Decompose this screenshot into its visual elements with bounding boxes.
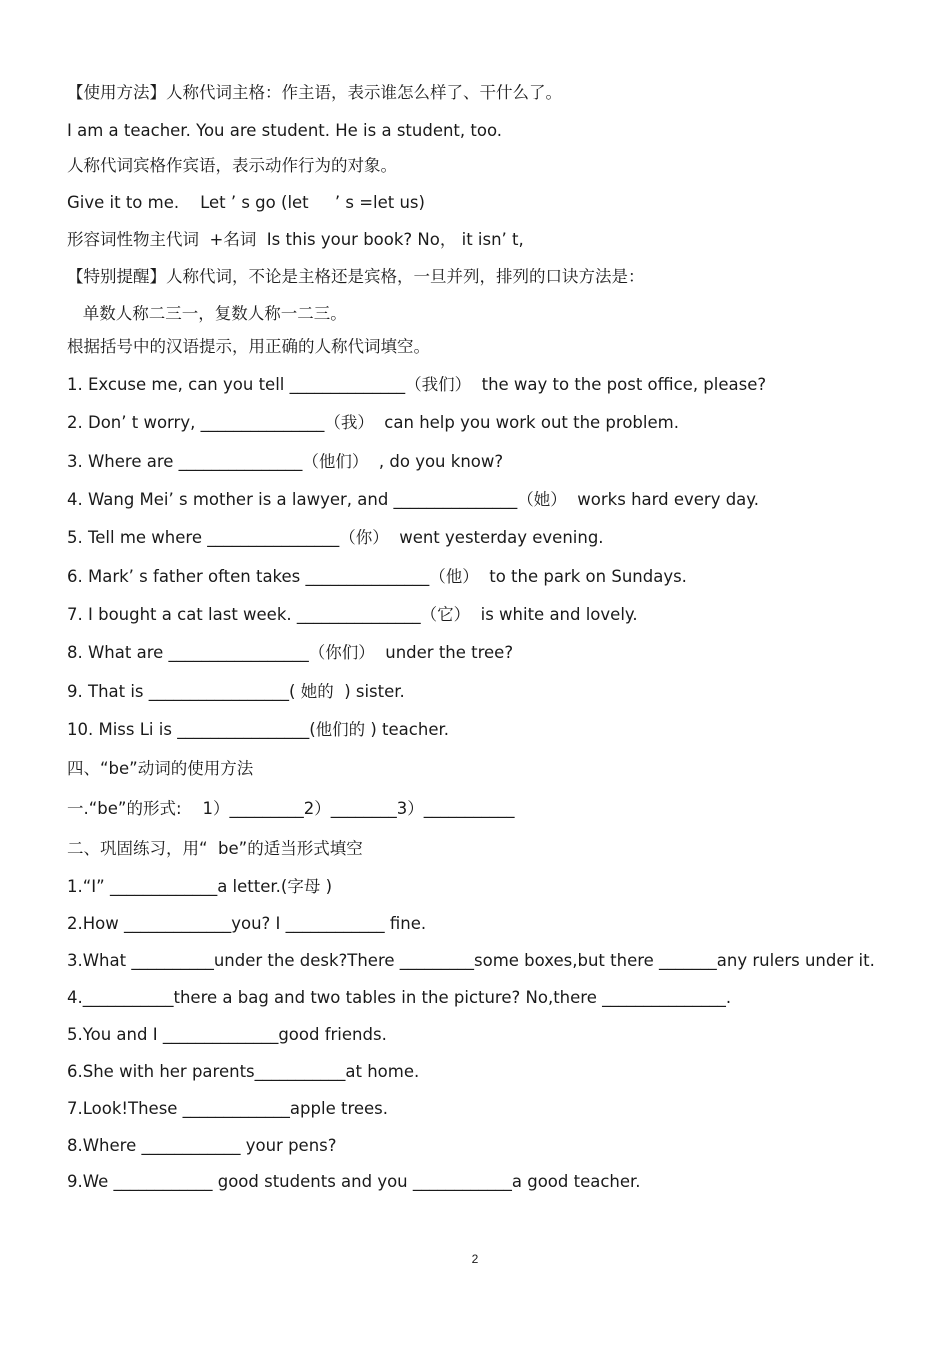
question-10: 10. Miss Li is ________________(他们的 ) teacher. xyxy=(67,720,449,739)
be-question-2: 2.How _____________you? I ____________ fine. xyxy=(67,914,427,933)
usage-note-subject: 【使用方法】人称代词主格：作主语，表示谁怎么样了、干什么了。 xyxy=(67,83,562,102)
section-heading-be: 四、“be”动词的使用方法 xyxy=(67,759,254,778)
be-question-3: 3.What __________under the desk?There _________some boxes,but there _______any rulers under it. xyxy=(67,951,875,970)
be-question-5: 5.You and I ______________good friends. xyxy=(67,1025,387,1044)
question-6: 6. Mark’ s father often takes _______________（他） to the park on Sundays. xyxy=(67,567,687,586)
be-question-7: 7.Look!These _____________apple trees. xyxy=(67,1099,389,1118)
be-question-1: 1.“I” _____________a letter.(字母 ) xyxy=(67,877,333,896)
be-question-9: 9.We ____________ good students and you ____________a good teacher. xyxy=(67,1172,641,1191)
question-8: 8. What are _________________（你们） under the tree? xyxy=(67,643,514,662)
question-4: 4. Wang Mei’ s mother is a lawyer, and _______________（她） works hard every day. xyxy=(67,490,759,509)
be-question-6: 6.She with her parents___________at home. xyxy=(67,1062,420,1081)
example-sentence-1: I am a teacher. You are student. He is a student, too. xyxy=(67,121,503,140)
usage-note-object: 人称代词宾格作宾语，表示动作行为的对象。 xyxy=(67,156,397,175)
usage-note-possessive: 形容词性物主代词 +名词 Is this your book? No， it isn’ t, xyxy=(67,230,524,249)
question-7: 7. I bought a cat last week. _______________（它） is white and lovely. xyxy=(67,605,638,624)
question-1: 1. Excuse me, can you tell ______________（我们） the way to the post office, please? xyxy=(67,375,767,394)
question-5: 5. Tell me where ________________（你） went yesterday evening. xyxy=(67,528,604,547)
question-3: 3. Where are _______________（他们） , do you know? xyxy=(67,452,504,471)
question-9: 9. That is _________________( 她的 ) sister. xyxy=(67,682,405,701)
page-number: 2 xyxy=(471,1252,479,1266)
special-reminder: 【特别提醒】人称代词，不论是主格还是宾格，一旦并列，排列的口诀方法是： xyxy=(67,267,645,286)
be-question-4: 4.___________there a bag and two tables in the picture? No,there _______________. xyxy=(67,988,732,1007)
be-question-8: 8.Where ____________ your pens? xyxy=(67,1136,337,1155)
be-forms: 一.“be”的形式: 1）_________2）________3）___________ xyxy=(67,799,515,818)
exercise-instructions: 根据括号中的汉语提示，用正确的人称代词填空。 xyxy=(67,337,430,356)
example-sentence-2: Give it to me. Let ’ s go (let ’ s =let us) xyxy=(67,193,425,212)
question-2: 2. Don’ t worry, _______________（我） can help you work out the problem. xyxy=(67,413,679,432)
mnemonic: 单数人称二三一，复数人称一二三。 xyxy=(67,304,347,323)
practice-heading: 二、巩固练习，用“ be”的适当形式填空 xyxy=(67,839,363,858)
